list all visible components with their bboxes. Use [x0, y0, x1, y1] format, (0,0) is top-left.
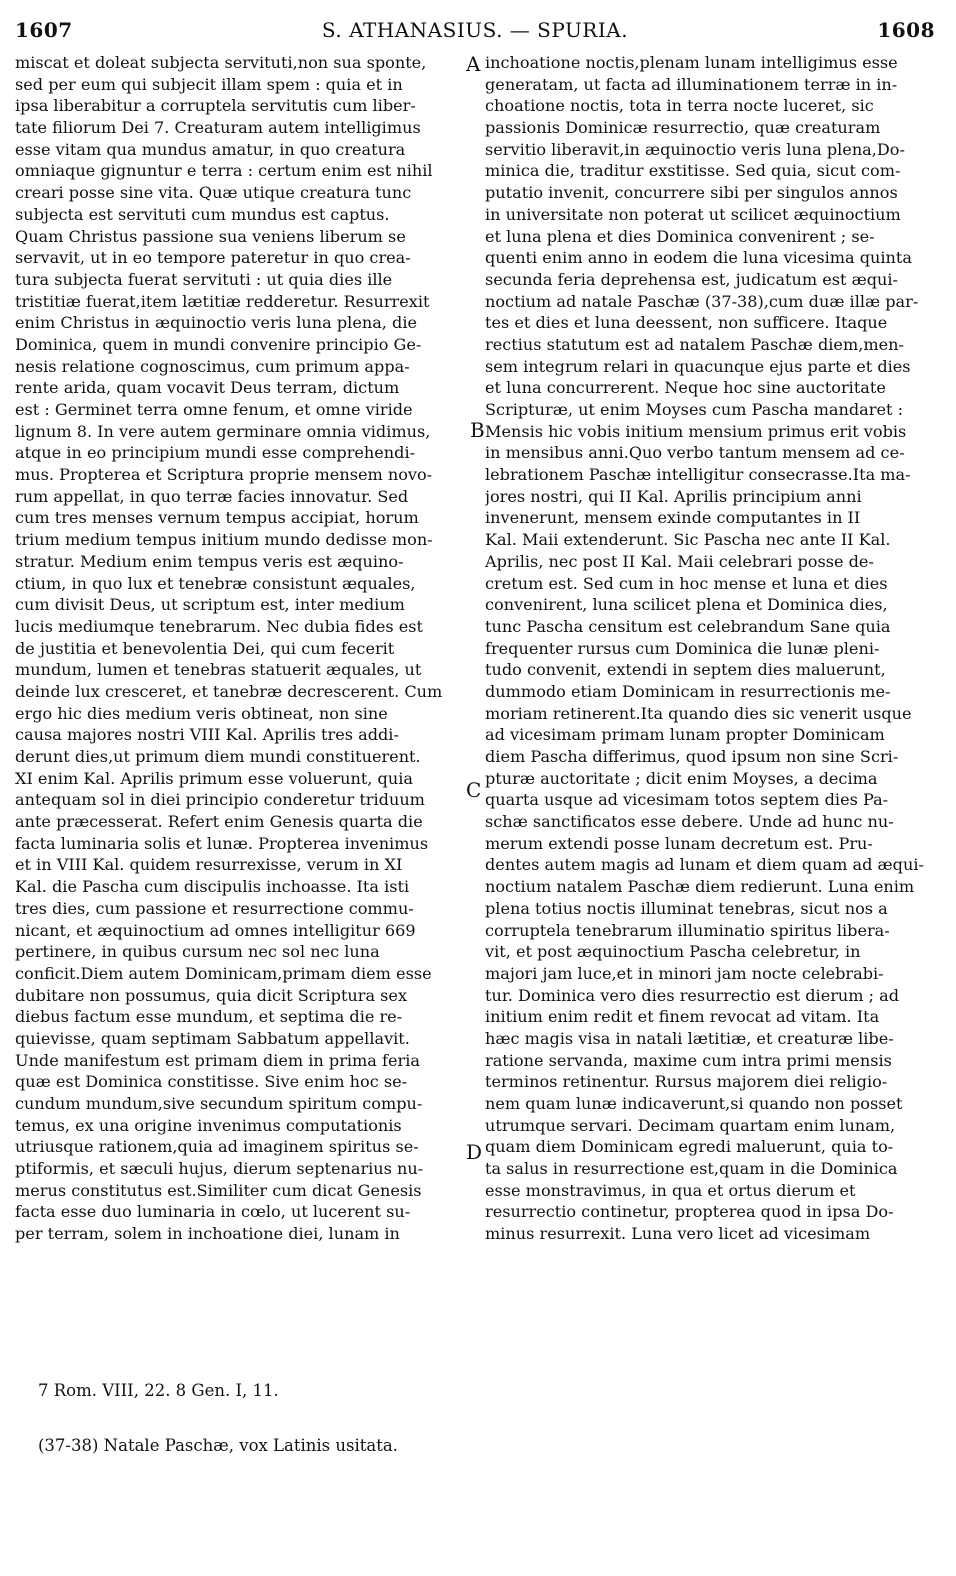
left-line: miscat et doleat subjecta servituti,non sua sponte,	[15, 53, 427, 72]
left-line: lignum 8. In vere autem germinare omnia vidimus,	[15, 421, 431, 441]
left-line: temus, ex una origine invenimus computationis	[15, 1115, 402, 1135]
page-title: S. ATHANASIUS. — SPURIA.	[321, 18, 629, 42]
right-line: corruptela tenebrarum illuminatio spiritus libera-	[485, 920, 890, 940]
left-line: Dominica, quem in mundi convenire principio Ge-	[15, 334, 422, 354]
left-line: ctium, in quo lux et tenebræ consistunt æquales,	[15, 573, 416, 593]
section-marker-c: C	[466, 778, 482, 802]
right-line: dentes autem magis ad lunam et diem quam ad æqui-	[485, 855, 924, 875]
left-line: tura subjecta fuerat servituti : ut quia dies ille	[15, 269, 393, 289]
left-line: rente arida, quam vocavit Deus terram, dictum	[15, 378, 400, 398]
right-line: utrumque servari. Decimam quartam enim lunam,	[485, 1115, 896, 1135]
left-line: causa majores nostri VIII Kal. Aprilis tres addi-	[15, 725, 399, 745]
right-line: Mensis hic vobis initium mensium primus erit vobis	[485, 421, 907, 441]
right-line: nem quam lunæ indicaverunt,si quando non posset	[485, 1094, 903, 1113]
left-line: per terram, solem in inchoatione diei, lunam in	[15, 1224, 400, 1244]
right-line: quenti enim anno in eodem die luna vicesima quinta	[485, 248, 912, 268]
right-line: et luna plena et dies Dominica convenirent ; se-	[485, 226, 875, 246]
right-line: resurrectio continetur, propterea quod in ipsa Do-	[485, 1202, 894, 1222]
left-line: derunt dies,ut primum diem mundi constituerent.	[15, 747, 421, 766]
left-line: et in VIII Kal. quidem resurrexisse, verum in XI	[15, 855, 403, 875]
left-line: conficit.Diem autem Dominicam,primam diem esse	[15, 963, 432, 983]
left-line: facta luminaria solis et lunæ. Propterea invenimus	[15, 833, 429, 853]
right-line: ad vicesimam primam lunam propter Dominicam	[485, 725, 885, 745]
right-line: minus resurrexit. Luna vero licet ad vicesimam	[485, 1224, 871, 1244]
right-line: noctium ad natale Paschæ (37-38),cum duæ illæ par-	[485, 291, 919, 311]
left-line: lucis mediumque tenebrarum. Nec dubia fides est	[15, 616, 423, 636]
right-line: quarta usque ad vicesimam totos septem dies Pa-	[485, 790, 889, 810]
right-line: jores nostri, qui II Kal. Aprilis principium anni	[485, 486, 862, 506]
left-line: esse vitam qua mundus amatur, in quo creatura	[15, 139, 406, 159]
right-line: tudo convenit, extendi in septem dies maluerunt,	[485, 660, 886, 680]
right-line: hæc magis visa in natali lætitiæ, et creaturæ libe-	[485, 1028, 894, 1048]
right-line: quam diem Dominicam egredi maluerunt, quia to-	[485, 1137, 894, 1157]
right-line: tes et dies et luna deessent, non sufficere. Itaque	[485, 313, 888, 333]
right-line: sem integrum relari in quacunque ejus parte et dies	[485, 356, 911, 376]
right-line: dummodo etiam Dominicam in resurrectionis me-	[485, 681, 891, 701]
left-line: utriusque rationem,quia ad imaginem spiritus se-	[15, 1137, 419, 1157]
right-line: diem Pascha differimus, quod ipsum non sine Scri-	[485, 747, 899, 766]
left-line: ptiformis, et sæculi hujus, dierum septenarius nu-	[15, 1159, 424, 1179]
left-line: antequam sol in diei principio conderetur triduum	[15, 790, 425, 810]
left-line: diebus factum esse mundum, et septima die re-	[15, 1007, 403, 1027]
right-line: noctium natalem Paschæ diem redierunt. Luna enim	[485, 877, 915, 897]
left-line: rum appellat, in quo terræ facies innovatur. Sed	[15, 486, 409, 506]
right-line: inchoatione noctis,plenam lunam intelligimus esse	[485, 53, 898, 72]
left-line: omniaque gignuntur e terra : certum enim est nihil	[15, 161, 433, 181]
left-line: Quam Christus passione sua veniens liberum se	[15, 226, 406, 246]
left-line: quæ est Dominica constitisse. Sive enim hoc se-	[15, 1072, 408, 1092]
right-line: invenerunt, mensem exinde computantes in II	[485, 508, 861, 528]
page-header	[15, 18, 935, 48]
left-line: Kal. die Pascha cum discipulis inchoasse. Ita isti	[15, 877, 410, 897]
left-line: XI enim Kal. Aprilis primum esse voluerunt, quia	[15, 768, 413, 788]
left-line: ante præcesserat. Refert enim Genesis quarta die	[15, 812, 423, 832]
right-line: ta salus in resurrectione est,quam in die Dominica	[485, 1159, 898, 1179]
right-line: Aprilis, nec post II Kal. Maii celebrari posse de-	[485, 551, 874, 571]
right-line: secunda feria deprehensa est, judicatum est æqui-	[485, 269, 898, 289]
left-line: tate filiorum Dei 7. Creaturam autem intelligimus	[15, 118, 421, 138]
left-line: cundum mundum,sive secundum spiritum compu-	[15, 1094, 423, 1113]
right-page-number: 1608	[877, 18, 935, 42]
left-line: pertinere, in quibus cursum nec sol nec luna	[15, 942, 380, 962]
left-line: tres dies, cum passione et resurrectione commu-	[15, 898, 414, 918]
footnote-note: (37-38) Natale Paschæ, vox Latinis usitata.	[38, 1436, 398, 1455]
left-line: dubitare non possumus, quia dicit Scriptura sex	[15, 985, 408, 1005]
left-line: mus. Propterea et Scriptura proprie mensem novo-	[15, 465, 433, 485]
section-marker-b: B	[470, 418, 485, 442]
right-line: schæ sanctificatos esse debere. Unde ad hunc nu-	[485, 812, 894, 832]
left-line: atque in eo principium mundi esse comprehendi-	[15, 443, 416, 463]
left-line: mundum, lumen et tenebras statuerit æquales, ut	[15, 660, 422, 680]
left-column	[15, 52, 473, 1245]
section-marker-a: A	[466, 52, 481, 76]
right-line: frequenter rursus cum Dominica die lunæ pleni-	[485, 638, 880, 658]
left-line: tristitiæ fuerat,item lætitiæ redderetur. Resurrexit	[15, 291, 430, 311]
right-line: lebrationem Paschæ intelligitur consecrasse.Ita ma-	[485, 465, 911, 485]
right-line: Kal. Maii extenderunt. Sic Pascha nec ante II Kal.	[485, 530, 891, 550]
left-line: stratur. Medium enim tempus veris est æquino-	[15, 551, 404, 571]
right-line: convenirent, luna scilicet plena et Dominica dies,	[485, 595, 888, 615]
footnote-references: 7 Rom. VIII, 22. 8 Gen. I, 11.	[38, 1381, 279, 1400]
right-line: rectius statutum est ad natalem Paschæ diem,men-	[485, 334, 904, 354]
left-line: subjecta est servituti cum mundus est captus.	[15, 204, 390, 224]
left-line: cum divisit Deus, ut scriptum est, inter medium	[15, 595, 405, 615]
right-line: putatio invenit, concurrere sibi per singulos annos	[485, 183, 898, 203]
right-line: plena totius noctis illuminat tenebras, sicut nos a	[485, 898, 888, 918]
left-line: est : Germinet terra omne fenum, et omne viride	[15, 400, 413, 419]
right-line: ratione servanda, maxime cum intra primi mensis	[485, 1050, 892, 1070]
right-line: esse monstravimus, in qua et ortus dierum et	[485, 1180, 856, 1200]
right-line: vit, et post æquinoctium Pascha celebretur, in	[485, 942, 861, 962]
right-line: et luna concurrerent. Neque hoc sine auctoritate	[485, 378, 886, 398]
right-line: cretum est. Sed cum in hoc mense et luna et dies	[485, 573, 888, 593]
left-line: nicant, et æquinoctium ad omnes intelligitur 669	[15, 920, 416, 940]
right-line: choatione noctis, tota in terra nocte luceret, sic	[485, 96, 874, 116]
left-line: sed per eum qui subjecit illam spem : quia et in	[15, 74, 403, 94]
left-line: merus constitutus est.Similiter cum dicat Genesis	[15, 1180, 422, 1200]
right-line: in mensibus anni.Quo verbo tantum mensem ad ce-	[485, 443, 905, 463]
right-line: Scripturæ, ut enim Moyses cum Pascha mandaret :	[485, 400, 903, 419]
right-line: majori jam luce,et in minori jam nocte celebrabi-	[485, 963, 884, 983]
left-line: cum tres menses vernum tempus accipiat, horum	[15, 508, 419, 528]
right-line: tur. Dominica vero dies resurrectio est dierum ; ad	[485, 985, 900, 1005]
left-line: Unde manifestum est primam diem in prima feria	[15, 1050, 420, 1070]
right-line: servitio liberavit,in æquinoctio veris luna plena,Do-	[485, 139, 905, 159]
left-line: de justitia et benevolentia Dei, qui cum fecerit	[15, 638, 395, 658]
left-page-number: 1607	[15, 18, 73, 42]
right-line: terminos retinentur. Rursus majorem diei religio-	[485, 1072, 888, 1092]
left-line: enim Christus in æquinoctio veris luna plena, die	[15, 313, 418, 333]
right-line: tunc Pascha censitum est celebrandum Sane quia	[485, 616, 891, 636]
right-line: moriam retinerent.Ita quando dies sic venerit usque	[485, 703, 912, 723]
left-line: quievisse, quam septimam Sabbatum appellavit.	[15, 1028, 410, 1048]
right-line: initium enim redit et finem revocat ad vitam. Ita	[485, 1007, 880, 1027]
right-line: merum extendi posse lunam decretum est. Pru-	[485, 833, 873, 853]
left-line: trium medium tempus initium mundo dedisse mon-	[15, 530, 433, 550]
left-line: creari posse sine vita. Quæ utique creatura tunc	[15, 183, 412, 203]
right-line: pturæ auctoritate ; dicit enim Moyses, a decima	[485, 768, 878, 788]
left-line: deinde lux cresceret, et tanebræ decrescerent. Cum	[15, 681, 443, 701]
left-line: ipsa liberabitur a corruptela servitutis cum liber-	[15, 96, 416, 116]
right-column	[485, 52, 932, 1245]
right-line: minica die, traditur exstitisse. Sed quia, sicut com-	[485, 161, 901, 181]
left-line: facta esse duo luminaria in cœlo, ut lucerent su-	[15, 1202, 411, 1222]
right-line: generatam, ut facta ad illuminationem terræ in in-	[485, 74, 898, 94]
right-line: in universitate non poterat ut scilicet æquinoctium	[485, 204, 901, 224]
left-line: servavit, ut in eo tempore pateretur in quo crea-	[15, 248, 411, 268]
left-line: nesis relatione cognoscimus, cum primum appa-	[15, 356, 410, 376]
right-line: passionis Dominicæ resurrectio, quæ creaturam	[485, 118, 881, 138]
section-marker-d: D	[466, 1140, 483, 1164]
left-line: ergo hic dies medium veris obtineat, non sine	[15, 703, 388, 723]
